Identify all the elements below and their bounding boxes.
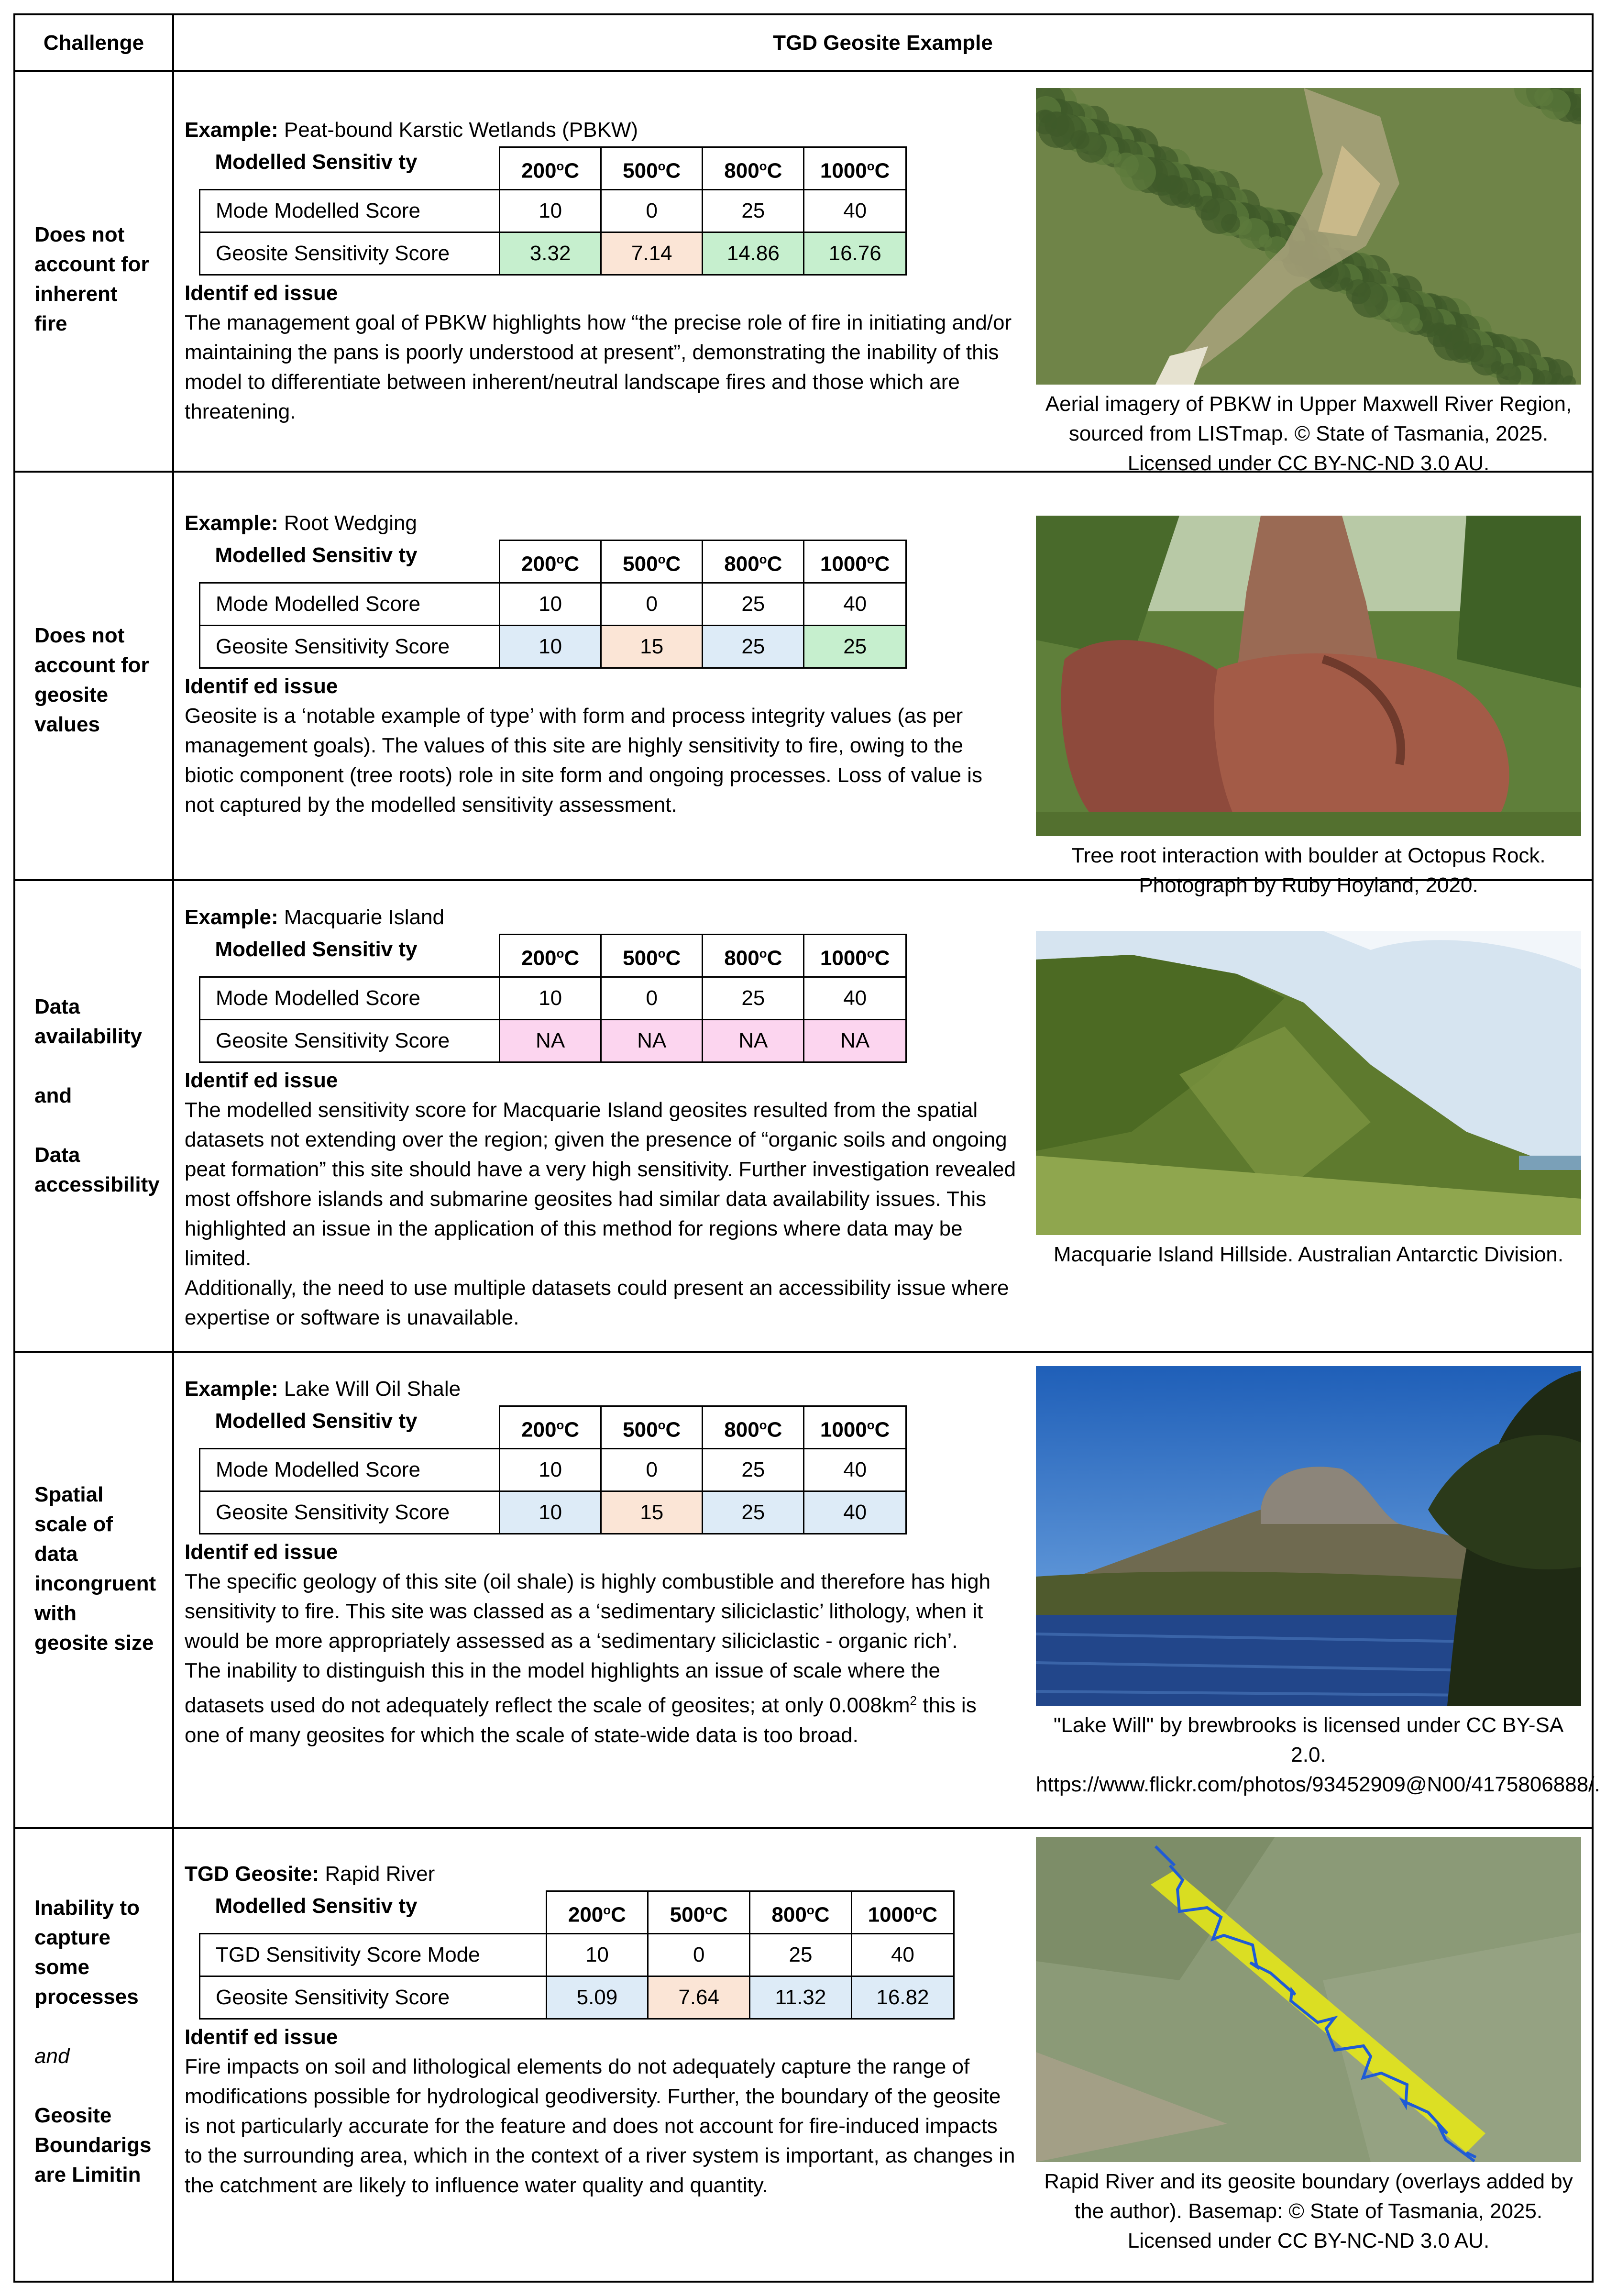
example-content: [185, 903, 1017, 1333]
sensitivity-table: [199, 934, 907, 1063]
row-label: Mode Modelled Score: [200, 583, 500, 626]
lake-will-image: [1036, 1366, 1581, 1706]
challenge-label: [34, 1480, 168, 1658]
score-cell: 10: [500, 1491, 601, 1534]
table-row: [200, 583, 906, 626]
table-row: [200, 1449, 906, 1491]
aerial-wetland-image: [1036, 88, 1581, 385]
table-row: [200, 626, 906, 668]
score-cell: 10: [546, 1934, 648, 1976]
example-name: Root Wedging: [284, 511, 417, 535]
issue-paragraph: The specific geology of this site (oil shale) is highly combustible and therefore has high sensitivity to fire. This site was classed as a ‘sedimentary siliciclastic’ lithology, when it would be more appropriately assessed as a ‘sedimentary siliciclastic - organic rich’.: [185, 1570, 991, 1653]
issue-title: Identif ed issue: [185, 674, 338, 698]
score-cell: 25: [703, 1449, 804, 1491]
score-cell: 3.32: [500, 232, 601, 275]
issue-paragraph: Additionally, the need to use multiple datasets could present an accessibility issue where expertise or software is unavailable.: [185, 1276, 1009, 1329]
table-header-row: [200, 1891, 954, 1934]
score-cell: 15: [601, 626, 703, 668]
example-name: Rapid River: [325, 1862, 435, 1886]
issue-title: Identif ed issue: [185, 1540, 338, 1564]
challenge-line: are Limitin: [34, 2163, 141, 2186]
challenge-row: [15, 473, 1592, 897]
challenge-line: scale of: [34, 1512, 113, 1536]
example-content: [185, 1375, 1017, 1750]
table-row: [200, 190, 906, 232]
example-prefix: Example:: [185, 511, 278, 535]
challenge-line: incongruent: [34, 1572, 156, 1595]
issue-paragraph: The modelled sensitivity score for Macquarie Island geosites resulted from the spatial datasets not extending over the region; given the presence of “organic soils and ongoing peat formation” this site should have a very high sensitivity. Further investigation revealed most offshore islands and submarine geosites had similar data availability issues. This highlighted an issue in the application of this method for regions where data may be limited.: [185, 1098, 1016, 1270]
challenge-row: [15, 881, 1592, 1351]
table-header-row: [200, 935, 906, 977]
score-cell: 14.86: [703, 232, 804, 275]
temperature-header: 200$^o$C: [500, 541, 601, 583]
example-figure: [1036, 1366, 1600, 1799]
issue-paragraph: Fire impacts on soil and lithological elements do not adequately capture the range of modifications possible for hydrological geodiversity. Further, the boundary of the geosite is not particularly accurate for the feature and does not account for fire-induced impacts to the surrounding area, which in the context of a river system is important, as changes in the catchment are likely to influence water quality and quantity.: [185, 2055, 1015, 2197]
temperature-header: 200$^o$C: [546, 1891, 648, 1934]
row-label: Geosite Sensitivity Score: [200, 1020, 500, 1062]
challenge-line: Inability to: [34, 1896, 140, 1920]
score-cell: 25: [703, 977, 804, 1020]
score-cell: NA: [703, 1020, 804, 1062]
issue-paragraph: The management goal of PBKW highlights how “the precise role of fire in initiating and/or maintaining the pans is poorly understood at present”, demonstrating the inability of this model to differentiate between inherent/neutral landscape fires and those which are threatening.: [185, 311, 1012, 423]
example-prefix: TGD Geosite:: [185, 1862, 319, 1886]
score-cell: NA: [804, 1020, 906, 1062]
issue-title: Identif ed issue: [185, 1069, 338, 1092]
challenge-line: values: [34, 713, 100, 736]
example-title: [185, 1860, 1017, 1888]
header-example: TGD Geosite Example: [773, 31, 993, 55]
table-header-label: Modelled Sensitiv ty: [215, 1894, 418, 1918]
row-label: TGD Sensitivity Score Mode: [200, 1934, 547, 1976]
issue-paragraph: The inability to distinguish this in the model highlights an issue of scale where the datasets used do not adequately reflect the scale of geosites; at only $0.008km^2$ this is one of many geosites for which the scale of state-wide data is too broad.: [185, 1659, 977, 1747]
temperature-header: 1000$^o$C: [804, 541, 906, 583]
macquarie-hillside-image: [1036, 931, 1581, 1235]
table-header-label: Modelled Sensitiv ty: [215, 1409, 418, 1433]
challenge-line: Does not: [34, 223, 125, 246]
table-header-row: [200, 541, 906, 583]
score-cell: 40: [804, 1491, 906, 1534]
figure-caption: Tree root interaction with boulder at Octopus Rock. Photograph by Ruby Hoyland, 2020.: [1071, 844, 1546, 897]
example-title: [185, 1375, 1017, 1403]
example-name: Lake Will Oil Shale: [284, 1377, 461, 1401]
example-title: [185, 116, 1017, 144]
spacer: [34, 1051, 168, 1081]
challenge-label: [34, 621, 168, 740]
score-cell: 7.14: [601, 232, 703, 275]
table-header-label: Modelled Sensitiv ty: [215, 543, 418, 567]
score-cell: 40: [804, 1449, 906, 1491]
score-cell: 0: [601, 977, 703, 1020]
row-label: Geosite Sensitivity Score: [200, 1491, 500, 1534]
figure-caption: Rapid River and its geosite boundary (overlays added by the author). Basemap: © State of Tasmania, 2025. Licensed under CC BY-NC-ND 3.0 AU.: [1044, 2170, 1573, 2252]
challenge-row: [15, 1829, 1592, 2281]
challenge-line: capture: [34, 1926, 110, 1949]
score-cell: NA: [500, 1020, 601, 1062]
temperature-header: 1000$^o$C: [804, 1406, 906, 1449]
challenge-line: account for: [34, 653, 149, 677]
score-cell: 16.82: [851, 1976, 954, 2019]
table-row: [200, 232, 906, 275]
score-cell: 25: [703, 626, 804, 668]
challenge-line: and: [34, 1084, 72, 1107]
example-title: [185, 509, 1017, 538]
header-challenge: Challenge: [43, 31, 144, 55]
challenge-line: Data: [34, 1143, 80, 1167]
score-cell: 10: [500, 583, 601, 626]
challenge-label: [34, 1893, 168, 2190]
score-cell: 25: [750, 1934, 852, 1976]
spacer: [34, 2071, 168, 2101]
row-label: Geosite Sensitivity Score: [200, 626, 500, 668]
figure-caption: Macquarie Island Hillside. Australian Antarctic Division.: [1053, 1243, 1564, 1266]
challenge-line: with: [34, 1601, 77, 1625]
table-header-label: Modelled Sensitiv ty: [215, 937, 418, 961]
challenge-line: processes: [34, 1985, 139, 2009]
score-cell: 16.76: [804, 232, 906, 275]
sensitivity-table: [199, 540, 907, 669]
score-cell: 10: [500, 977, 601, 1020]
challenge-label: [34, 992, 168, 1200]
score-cell: 10: [500, 626, 601, 668]
temperature-header: 500$^o$C: [601, 935, 703, 977]
score-cell: 0: [601, 583, 703, 626]
sensitivity-table: [199, 1405, 907, 1534]
row-label: Mode Modelled Score: [200, 190, 500, 232]
challenge-row: [15, 72, 1592, 475]
figure-caption: Aerial imagery of PBKW in Upper Maxwell River Region, sourced from LISTmap. © State of Tasmania, 2025. Licensed under CC BY-NC-ND 3.0 AU.: [1045, 392, 1572, 475]
table-row: [200, 1020, 906, 1062]
temperature-header: 500$^o$C: [601, 147, 703, 190]
challenge-label: [34, 220, 168, 339]
example-content: [185, 116, 1017, 427]
table-header-row: [200, 1406, 906, 1449]
challenge-line: Boundarigs: [34, 2133, 152, 2157]
score-cell: 40: [804, 583, 906, 626]
temperature-header: 800$^o$C: [703, 935, 804, 977]
temperature-header: 200$^o$C: [500, 1406, 601, 1449]
table-row: [200, 977, 906, 1020]
score-cell: 40: [851, 1934, 954, 1976]
temperature-header: 800$^o$C: [703, 1406, 804, 1449]
issue-paragraph: Geosite is a ‘notable example of type’ with form and process integrity values (as per management goals). The values of this site are highly sensitivity to fire, owing to the biotic component (tree roots) role in site form and ongoing processes. Loss of value is not captured by the modelled sensitivity assessment.: [185, 704, 982, 817]
figure-caption: "Lake Will" by brewbrooks is licensed under CC BY-SA 2.0. https://www.flickr.com/photos/93452909@N00/4175806888/.: [1036, 1713, 1600, 1796]
example-figure: [1036, 1837, 1581, 2256]
score-cell: 0: [601, 190, 703, 232]
temperature-header: 500$^o$C: [648, 1891, 750, 1934]
example-title: [185, 903, 1017, 932]
temperature-header: 800$^o$C: [703, 147, 804, 190]
table-header-label: Modelled Sensitiv ty: [215, 150, 418, 174]
score-cell: 25: [703, 1491, 804, 1534]
temperature-header: 200$^o$C: [500, 147, 601, 190]
rapid-river-map-image: [1036, 1837, 1581, 2162]
example-content: [185, 1860, 1017, 2200]
score-cell: 0: [601, 1449, 703, 1491]
challenge-line: Geosite: [34, 2104, 112, 2127]
challenge-line: account for: [34, 253, 149, 276]
challenge-line: availability: [34, 1025, 143, 1048]
score-cell: 40: [804, 977, 906, 1020]
temperature-header: 1000$^o$C: [804, 147, 906, 190]
example-prefix: Example:: [185, 118, 278, 142]
challenge-line: and: [34, 2044, 70, 2068]
example-content: [185, 509, 1017, 820]
example-figure: [1036, 516, 1581, 900]
score-cell: 10: [500, 190, 601, 232]
table-row: [200, 1976, 954, 2019]
score-cell: 15: [601, 1491, 703, 1534]
example-name: Macquarie Island: [284, 905, 444, 929]
score-cell: NA: [601, 1020, 703, 1062]
table-row: [200, 1491, 906, 1534]
temperature-header: 1000$^o$C: [804, 935, 906, 977]
score-cell: 25: [804, 626, 906, 668]
example-figure: [1036, 931, 1581, 1269]
issue-title: Identif ed issue: [185, 281, 338, 305]
challenge-line: data: [34, 1542, 78, 1566]
row-label: Mode Modelled Score: [200, 1449, 500, 1491]
temperature-header: 500$^o$C: [601, 541, 703, 583]
issue-title: Identif ed issue: [185, 2025, 338, 2049]
score-cell: 0: [648, 1934, 750, 1976]
score-cell: 10: [500, 1449, 601, 1491]
score-cell: 5.09: [546, 1976, 648, 2019]
challenge-line: Data: [34, 995, 80, 1018]
temperature-header: 1000$^o$C: [851, 1891, 954, 1934]
tree-root-boulder-image: [1036, 516, 1581, 836]
row-label: Geosite Sensitivity Score: [200, 1976, 547, 2019]
temperature-header: 800$^o$C: [750, 1891, 852, 1934]
row-label: Geosite Sensitivity Score: [200, 232, 500, 275]
spacer: [34, 1111, 168, 1140]
sensitivity-table: [199, 146, 907, 276]
challenge-line: Does not: [34, 624, 125, 647]
temperature-header: 200$^o$C: [500, 935, 601, 977]
example-prefix: Example:: [185, 1377, 278, 1401]
score-cell: 7.64: [648, 1976, 750, 2019]
temperature-header: 500$^o$C: [601, 1406, 703, 1449]
table-row: [200, 1934, 954, 1976]
challenge-line: fire: [34, 312, 67, 335]
score-cell: 25: [703, 583, 804, 626]
table-header-row: [200, 147, 906, 190]
challenge-line: accessibility: [34, 1173, 160, 1196]
sensitivity-table: [199, 1890, 955, 2020]
challenge-line: geosite size: [34, 1631, 154, 1655]
challenge-row: [15, 1353, 1600, 1827]
challenge-line: geosite: [34, 683, 109, 706]
score-cell: 25: [703, 190, 804, 232]
row-label: Mode Modelled Score: [200, 977, 500, 1020]
score-cell: 40: [804, 190, 906, 232]
example-prefix: Example:: [185, 905, 278, 929]
challenge-line: inherent: [34, 282, 118, 306]
example-figure: [1036, 88, 1581, 478]
comparison-table: [13, 13, 1600, 2283]
challenge-line: Spatial: [34, 1483, 104, 1506]
spacer: [34, 2012, 168, 2042]
temperature-header: 800$^o$C: [703, 541, 804, 583]
score-cell: 11.32: [750, 1976, 852, 2019]
challenge-line: some: [34, 1955, 89, 1979]
example-name: Peat-bound Karstic Wetlands (PBKW): [284, 118, 638, 142]
